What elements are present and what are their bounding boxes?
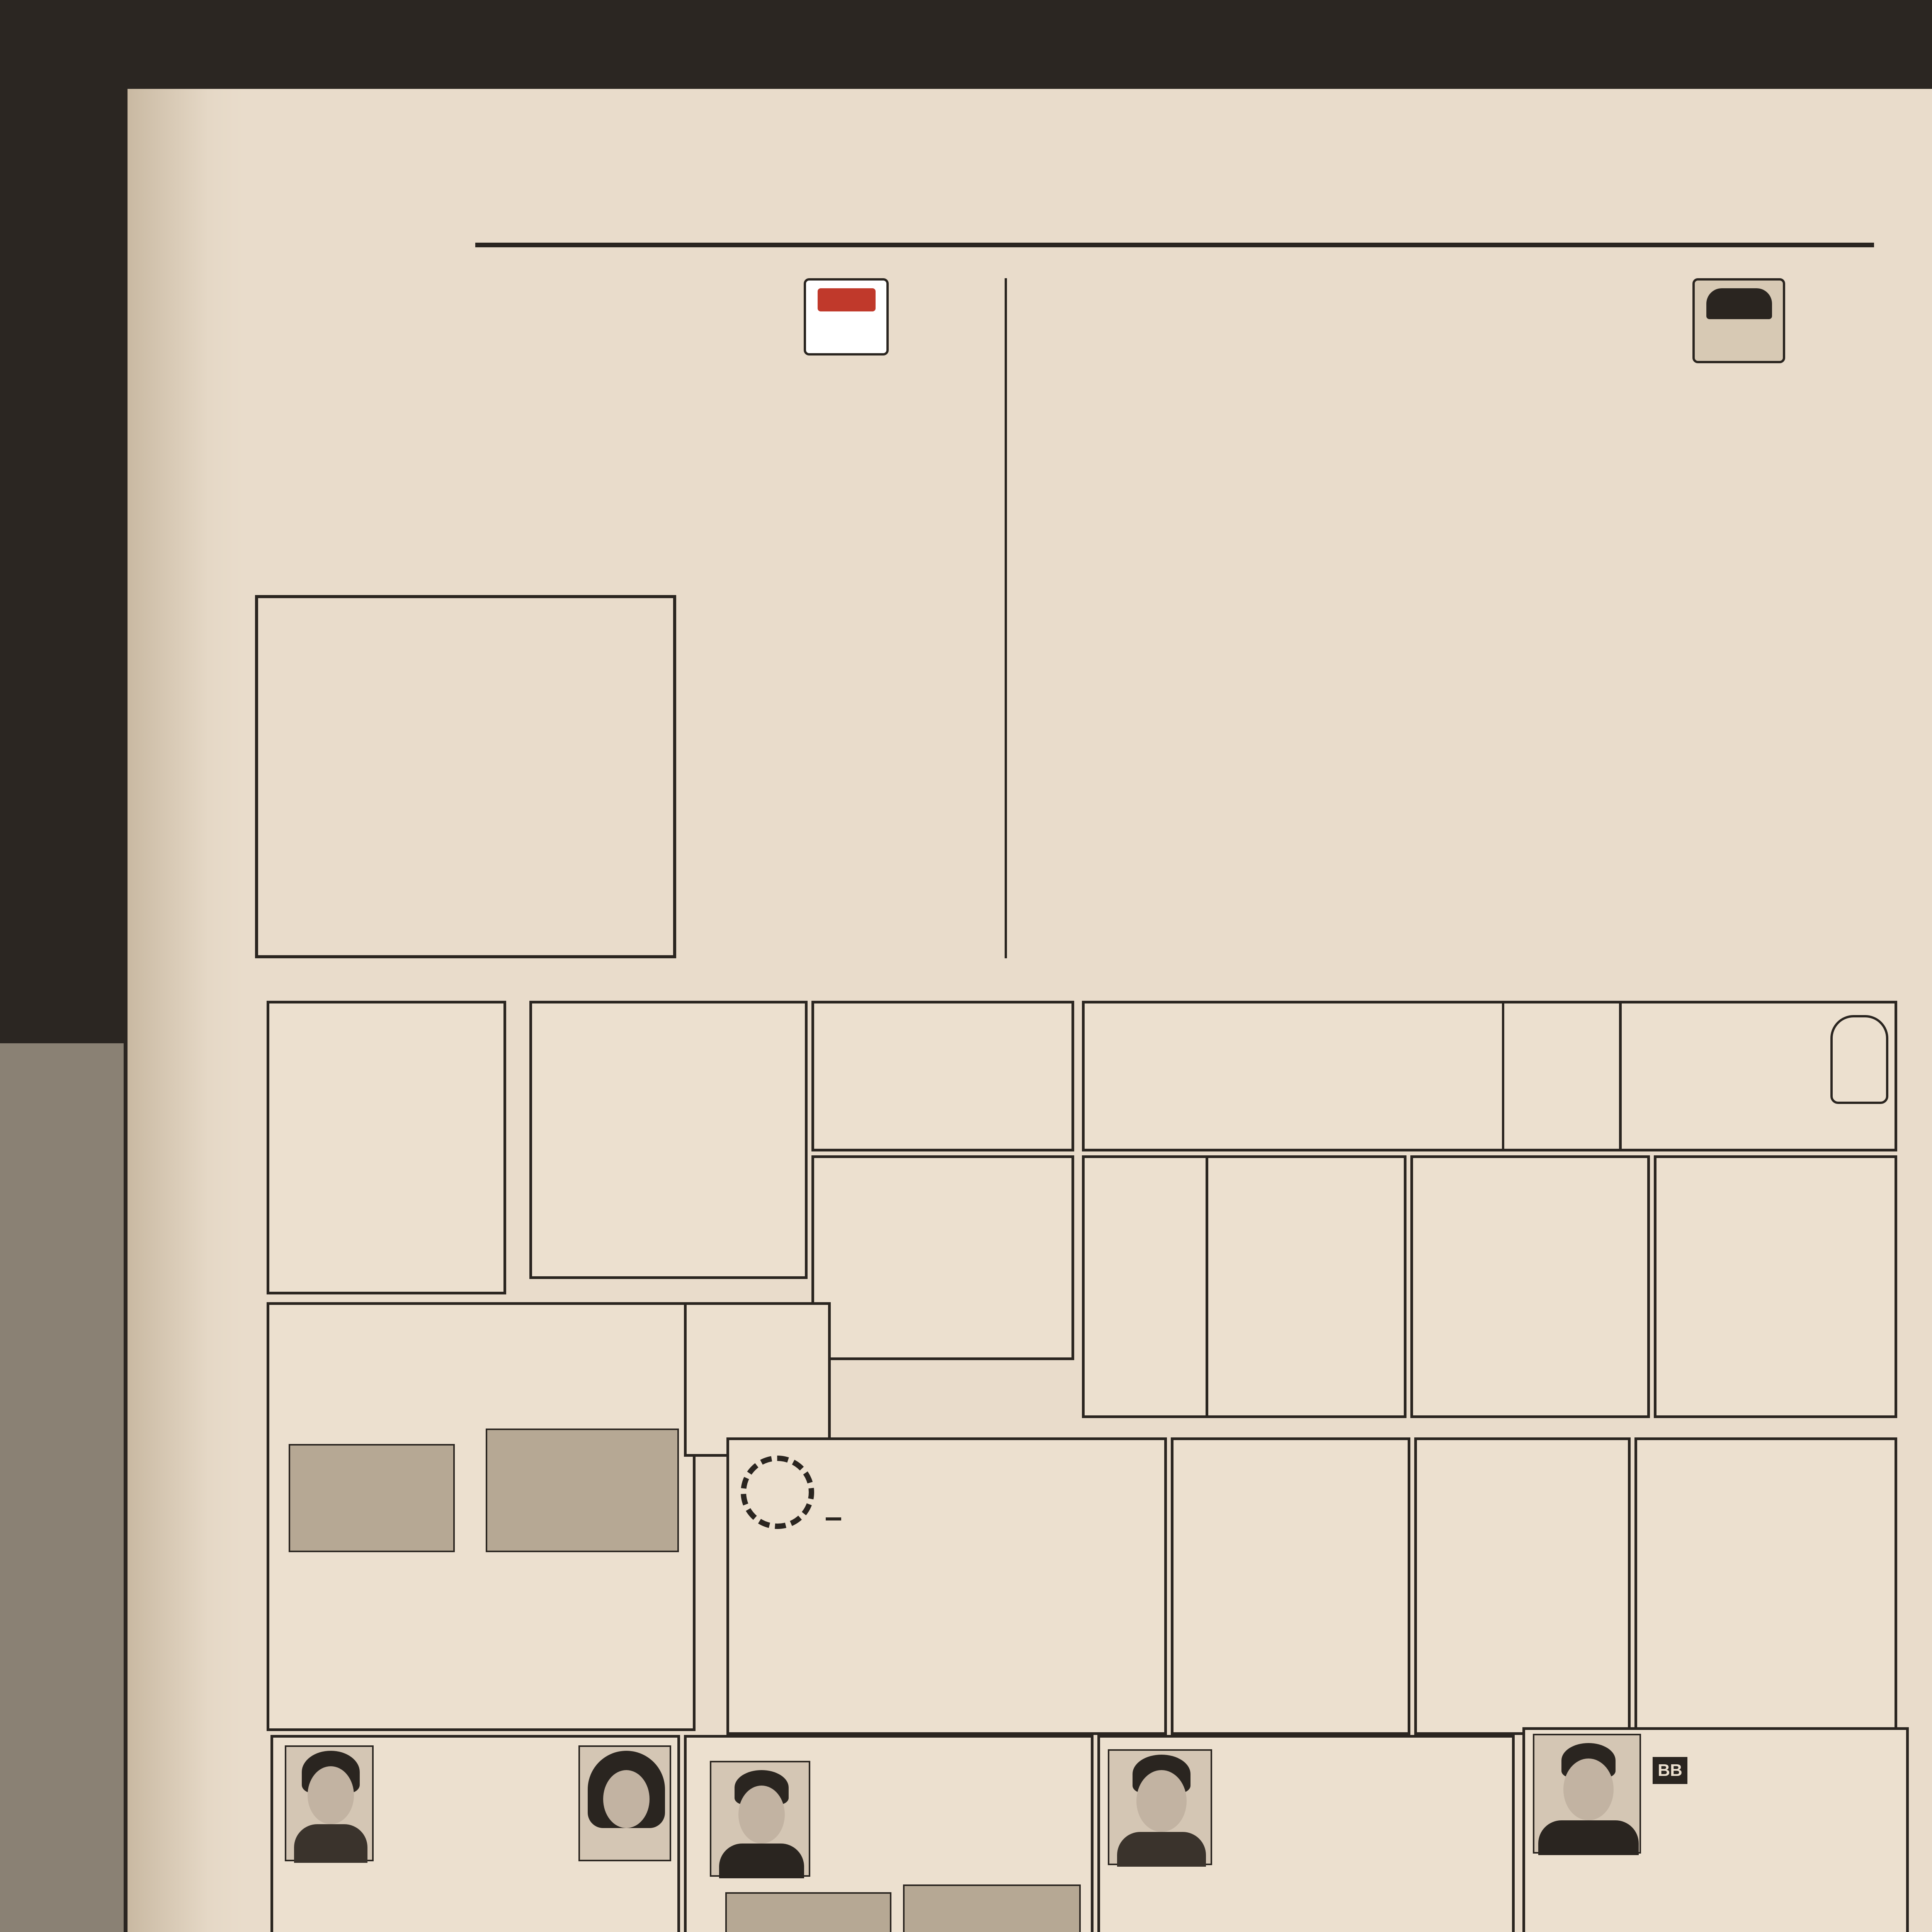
story3-box xyxy=(255,595,676,958)
page-fold-shadow xyxy=(128,89,243,1932)
agent-photo xyxy=(710,1761,810,1877)
ad-strip-row xyxy=(1082,1001,1646,1151)
adjacent-page-bleed xyxy=(0,1043,124,1932)
agent-photo xyxy=(285,1745,374,1861)
ad-donald-mah xyxy=(1522,1727,1909,1932)
story1-column xyxy=(1604,278,1785,958)
ad-bb-moving xyxy=(529,1001,808,1279)
story1-column xyxy=(1399,278,1592,958)
ad-hk-decoration xyxy=(811,1001,1074,1151)
gear-icon xyxy=(741,1456,814,1529)
ad-tom-wong xyxy=(1097,1735,1515,1932)
ad-eastern-refrigeration xyxy=(1410,1155,1650,1418)
page-header xyxy=(475,170,1874,247)
ad-banner xyxy=(826,1517,841,1520)
story-column xyxy=(255,278,471,587)
ad-wing-hing xyxy=(1206,1155,1406,1418)
nrs-logo-icon: BB xyxy=(1653,1757,1687,1784)
ad-dorto-electric xyxy=(267,1001,506,1294)
agent-photo xyxy=(1533,1734,1641,1854)
news-figure-icon xyxy=(804,278,889,355)
ad-tj-kiddies xyxy=(1619,1001,1897,1151)
ad-kin-ming-electric xyxy=(684,1302,831,1457)
ad-dong-phuong xyxy=(726,1437,1167,1735)
house-photo xyxy=(486,1429,679,1552)
ad-philip-chung xyxy=(267,1302,696,1731)
house-photo xyxy=(903,1884,1081,1932)
story1-column xyxy=(1016,278,1186,958)
story1-column xyxy=(1198,278,1387,958)
house-photo xyxy=(289,1444,455,1552)
story3-body xyxy=(270,691,664,946)
story2-column xyxy=(688,603,989,958)
stroller-icon xyxy=(1830,1015,1888,1104)
ad-kenward xyxy=(1171,1437,1410,1735)
ad-alex-yuen xyxy=(270,1735,680,1932)
ad-johnny-chow-plumbing xyxy=(811,1155,1074,1360)
story2-column xyxy=(688,363,889,572)
story2-column xyxy=(475,278,676,572)
agent-photo xyxy=(1108,1749,1212,1865)
ad-kalun-decoration xyxy=(1654,1155,1897,1418)
agent-photo xyxy=(578,1745,671,1861)
ad-wang-hai xyxy=(1634,1437,1897,1735)
ad-shun-fat-aircon xyxy=(1414,1437,1631,1735)
ad-kwok-wai-lap xyxy=(684,1735,1094,1932)
house-photo xyxy=(725,1892,891,1932)
column-rule xyxy=(1005,278,1007,958)
